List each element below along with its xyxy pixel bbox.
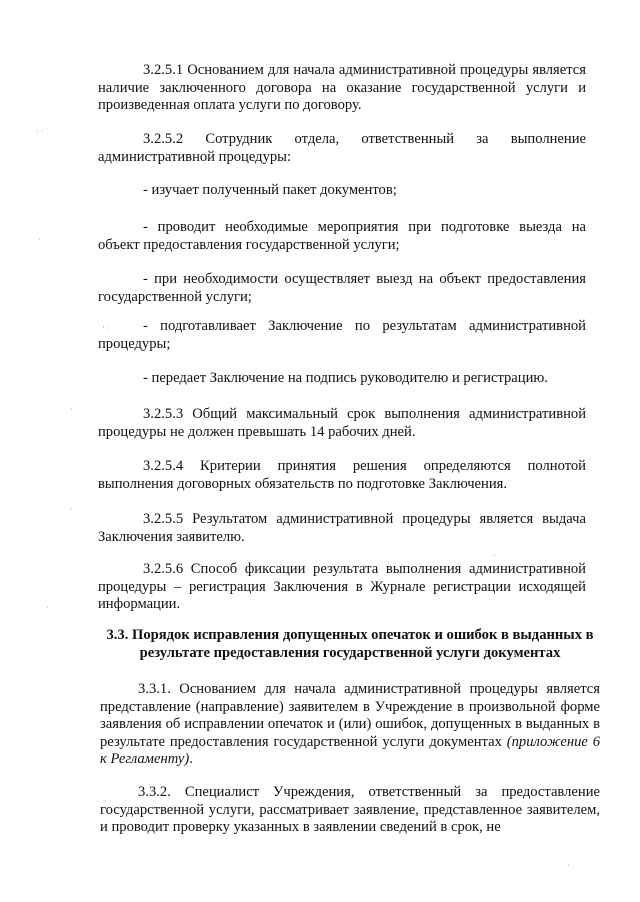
scan-speck: ˌ: [104, 794, 107, 803]
appendix-reference: (приложение 6 к Регламенту): [100, 733, 601, 767]
paragraph-3-2-5-6: 3.2.5.6 Способ фиксации результата выполнения административной процедуры – регистрация Заключения в Журнале регистрации исходящей информации.: [98, 561, 586, 612]
paragraph-3-3-2: 3.3.2. Специалист Учреждения, ответственный за предоставление государственной услуги, рассматривает заявление, представленное заявителем, и проводит проверку указанных в заявлении сведений в срок, не: [100, 784, 600, 835]
bullet-item-3: - при необходимости осуществляет выезд на объект предоставления государственной услуги;: [98, 271, 586, 305]
bullet-item-2: - проводит необходимые мероприятия при подготовке выезда на объект предоставления государственной услуги;: [98, 219, 586, 253]
scan-speck: ·: [70, 405, 73, 414]
paragraph-3-2-5-2: 3.2.5.2 Сотрудник отдела, ответственный за выполнение административной процедуры:: [98, 131, 586, 165]
paragraph-3-3-1-text: 3.3.1. Основанием для начала административной процедуры является представление (направление) заявителем в Учреждение в произвольной форме заявления об исправлении опечаток и (или) ошибок, допущенных в выданных в результате предоставления государственной услуги документах: [100, 681, 600, 750]
section-heading-3-3: 3.3. Порядок исправления допущенных опечаток и ошибок в выданных в результате предоставления государственной услуги документах: [106, 627, 594, 661]
scan-speck: ·: [493, 551, 496, 560]
scan-speck: ·: [567, 861, 570, 870]
paragraph-3-3-1: [100, 681, 600, 769]
scan-speck: ·: [38, 235, 41, 244]
scan-speck: ·: [70, 505, 73, 514]
bullet-item-1: - изучает полученный пакет документов;: [143, 182, 397, 198]
paragraph-3-2-5-1: 3.2.5.1 Основанием для начала административной процедуры является наличие заключенного договора на оказание государственной услуги и произведенная оплата услуги по договору.: [98, 62, 586, 113]
scan-speck: ⁱ ·: [103, 324, 110, 333]
paragraph-3-2-5-3: 3.2.5.3 Общий максимальный срок выполнения административной процедуры не должен превышать 14 рабочих дней.: [98, 406, 586, 440]
bullet-item-4: - подготавливает Заключение по результатам административной процедуры;: [98, 318, 586, 352]
bullet-item-5: - передает Заключение на подпись руководителю и регистрацию.: [143, 370, 548, 386]
paragraph-3-3-1-end: .: [189, 751, 193, 767]
scan-speck: · · ˙: [36, 127, 51, 136]
scan-speck: ·: [46, 603, 49, 612]
scan-speck: ˙: [70, 413, 74, 422]
paragraph-3-2-5-5: 3.2.5.5 Результатом административной процедуры является выдача Заключения заявителю.: [98, 511, 586, 545]
paragraph-3-2-5-4: 3.2.5.4 Критерии принятия решения определяются полнотой выполнения договорных обязательств по подготовке Заключения.: [98, 458, 586, 492]
